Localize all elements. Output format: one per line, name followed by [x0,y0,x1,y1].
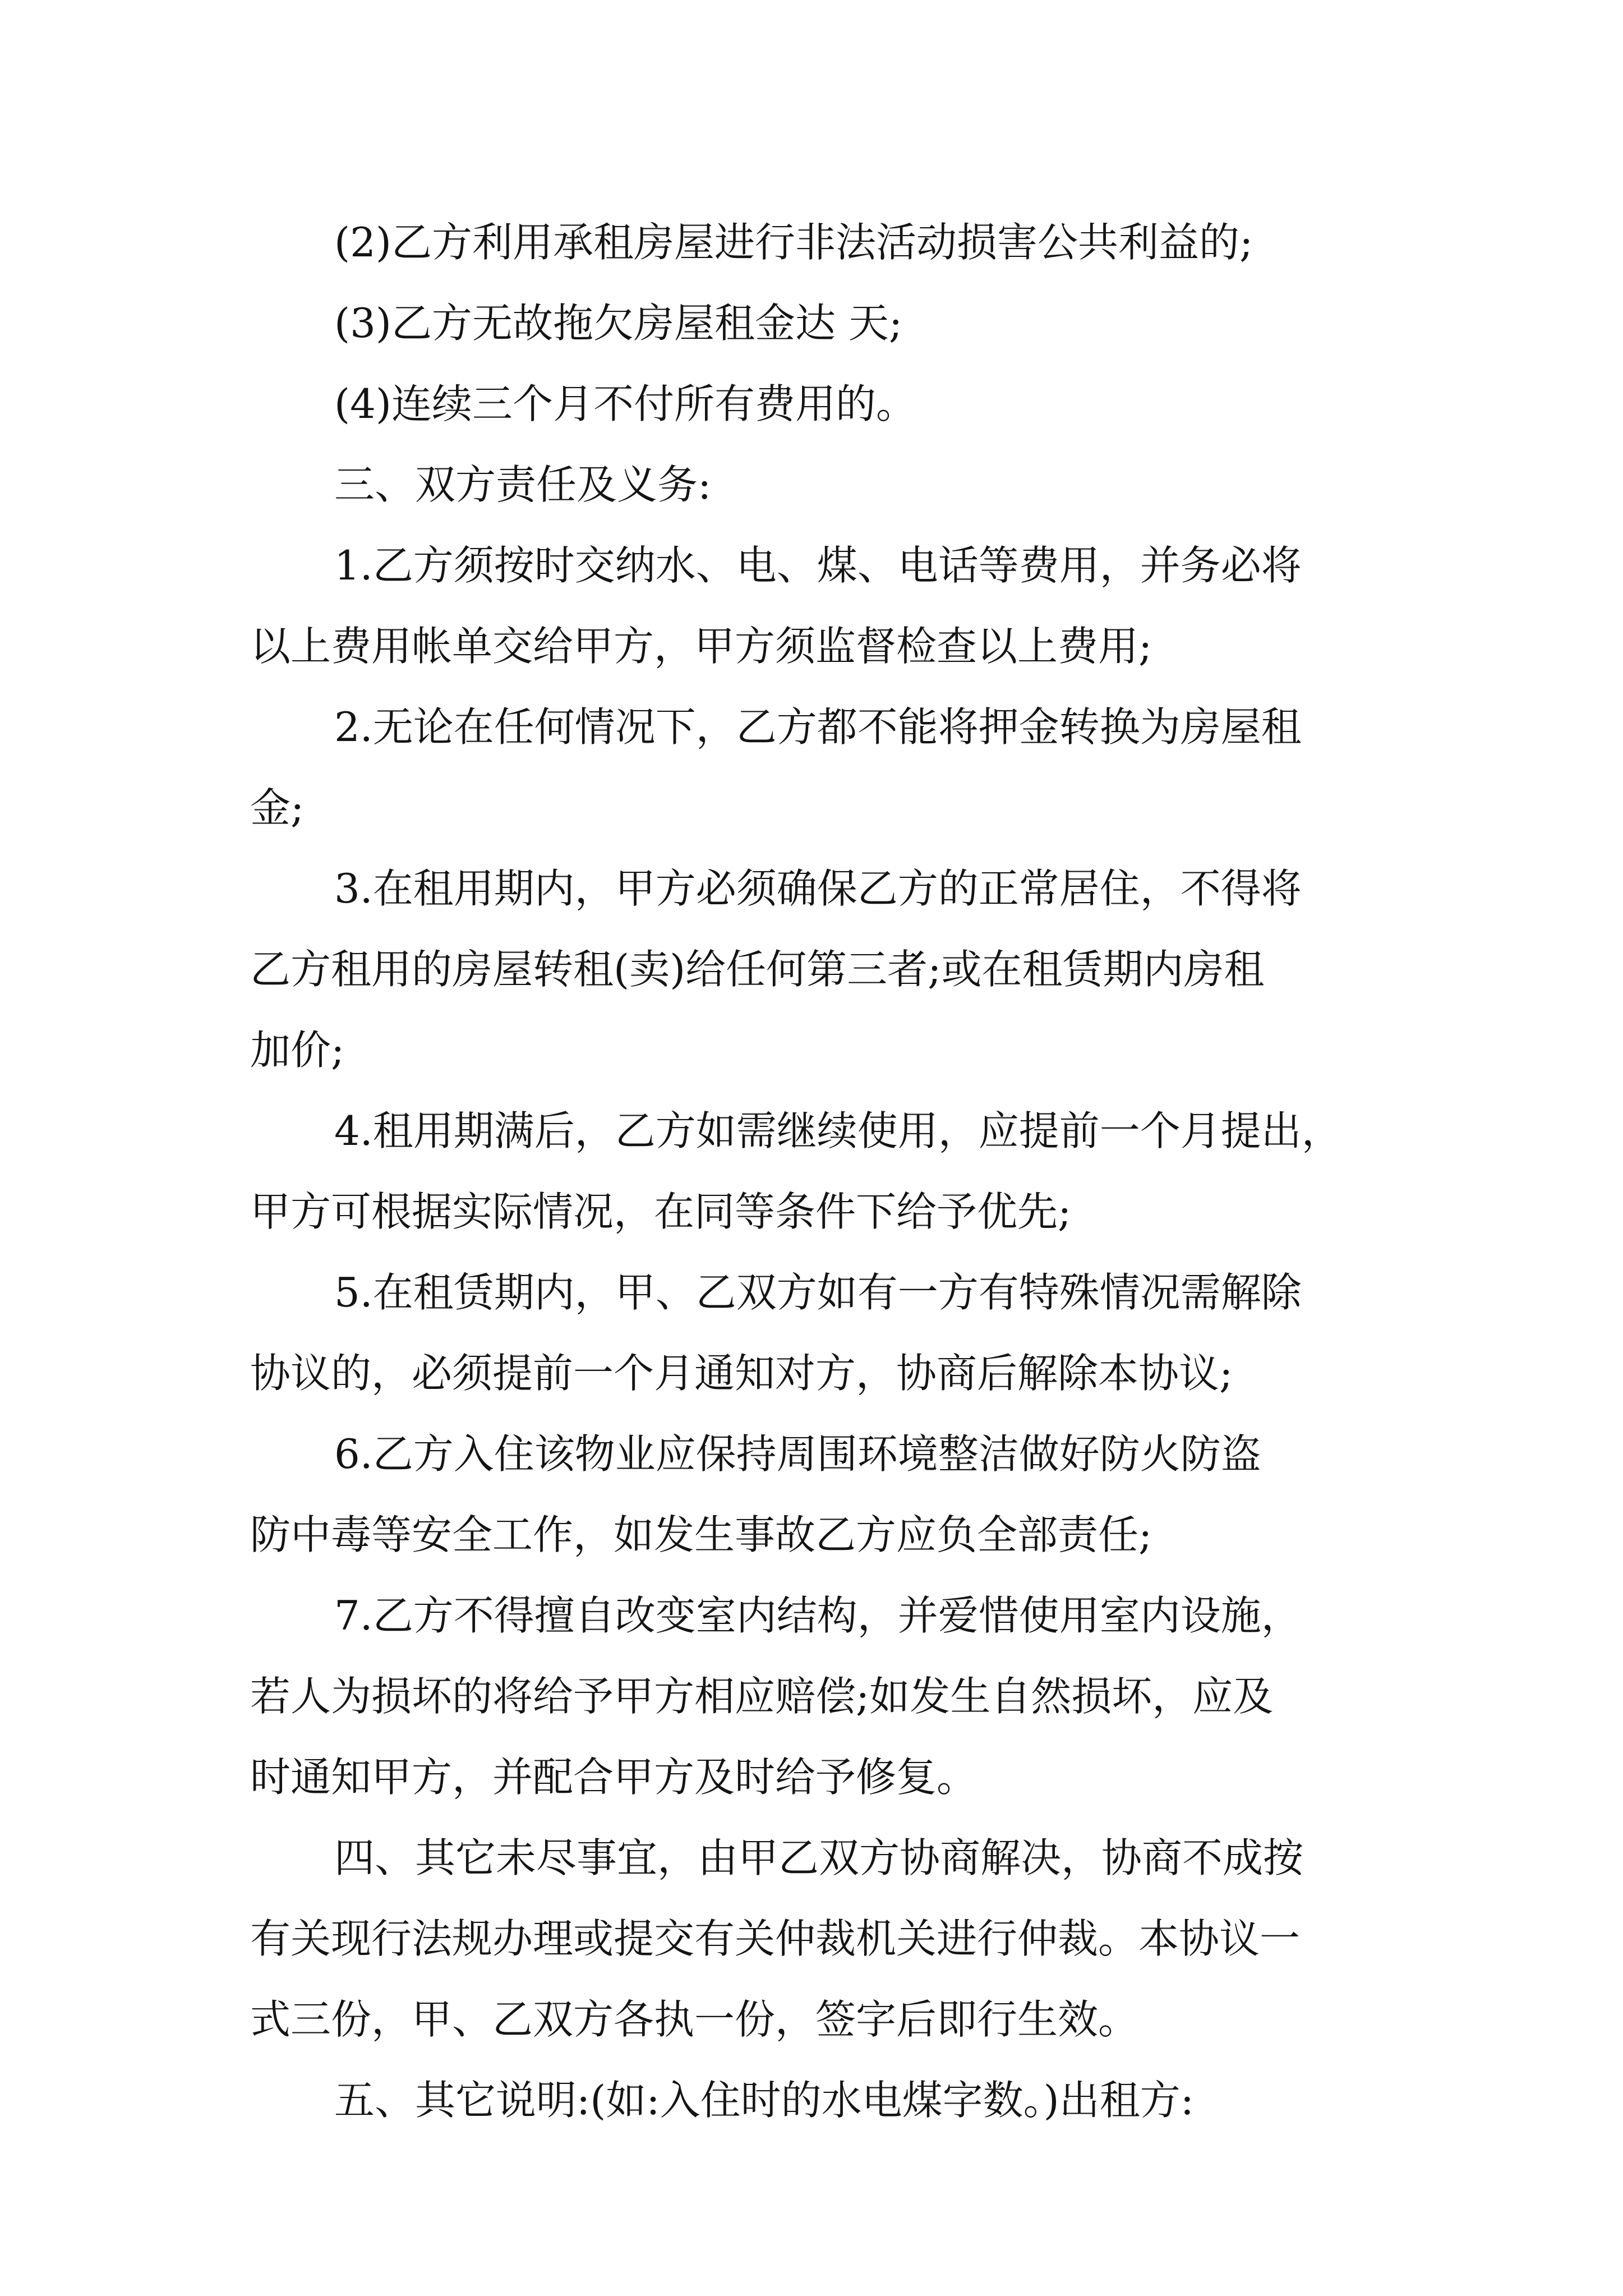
clause-2-2: (2)乙方利用承租房屋进行非法活动损害公共利益的; [334,219,1253,266]
clause-2-4: (4)连续三个月不付所有费用的。 [334,380,916,427]
clause-3-6-cont: 防中毒等安全工作，如发生事故乙方应负全部责任; [250,1511,1152,1558]
section-3-heading: 三、双方责任及义务: [334,461,712,508]
clause-2-3: (3)乙方无故拖欠房屋租金达 天; [334,300,903,347]
clause-3-2-cont: 金; [250,784,305,831]
clause-3-5-cont: 协议的，必须提前一个月通知对方，协商后解除本协议; [250,1350,1233,1397]
clause-3-1: 1.乙方须按时交纳水、电、煤、电话等费用，并务必将 [334,542,1302,589]
clause-3-1-cont: 以上费用帐单交给甲方，甲方须监督检查以上费用; [250,623,1152,670]
clause-3-3-cont-2: 加价; [250,1027,345,1074]
clause-3-7: 7.乙方不得擅自改变室内结构，并爱惜使用室内设施， [334,1592,1302,1639]
clause-3-6: 6.乙方入住该物业应保持周围环境整洁做好防火防盗 [334,1430,1261,1478]
clause-3-3: 3.在租用期内，甲方必须确保乙方的正常居住，不得将 [334,865,1302,912]
clause-3-4-cont: 甲方可根据实际情况，在同等条件下给予优先; [250,1188,1072,1235]
section-4-cont: 有关现行法规办理或提交有关仲裁机关进行仲裁。本协议一 [250,1915,1301,1962]
clause-3-7-cont-2: 时通知甲方，并配合甲方及时给予修复。 [250,1754,978,1801]
clause-3-4: 4.租用期满后，乙方如需继续使用，应提前一个月提出， [334,1107,1342,1154]
section-4: 四、其它未尽事宜，由甲乙双方协商解决，协商不成按 [334,1834,1304,1881]
section-4-cont-2: 式三份，甲、乙双方各执一份，签字后即行生效。 [250,1996,1139,2043]
clause-3-3-cont: 乙方租用的房屋转租(卖)给任何第三者;或在租赁期内房租 [250,946,1265,993]
clause-3-7-cont: 若人为损坏的将给予甲方相应赔偿;如发生自然损坏，应及 [250,1673,1274,1720]
clause-3-2: 2.无论在任何情况下，乙方都不能将押金转换为房屋租 [334,703,1302,751]
section-5: 五、其它说明:(如:入住时的水电煤字数。)出租方: [334,2077,1194,2124]
clause-3-5: 5.在租赁期内，甲、乙双方如有一方有特殊情况需解除 [334,1269,1302,1316]
